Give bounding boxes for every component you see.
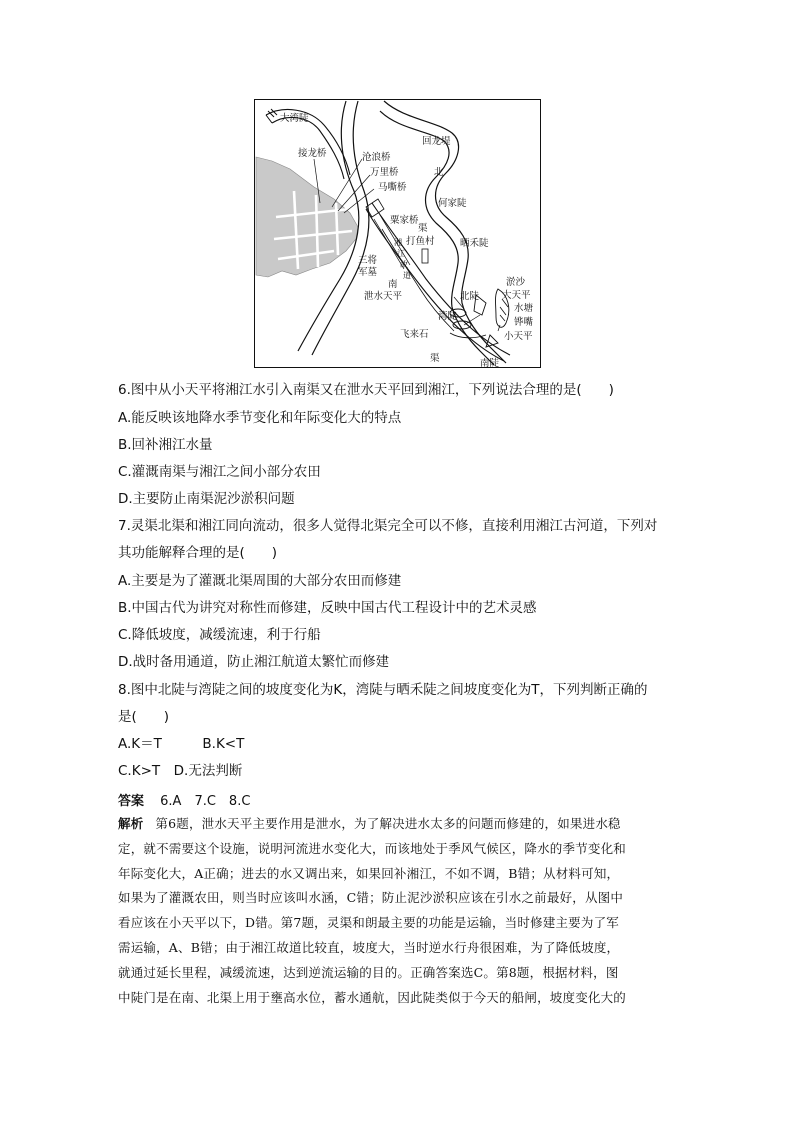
label-wanlu: 湾陡 [438, 311, 458, 322]
label-dayucun: 打鱼村 [406, 236, 435, 247]
explanation-label: 解析 [118, 816, 144, 831]
label-sanjiang: 三将 [358, 255, 378, 266]
explanation-line-6: 需运输，A、B错；由于湘江故道比较直，坡度大，当时逆水行舟很困难，为了降低坡度， [118, 939, 620, 955]
label-qu-north: 渠 [418, 223, 428, 234]
label-huazui: 铧嘴 [514, 317, 534, 328]
label-huilongdi: 回龙堤 [422, 136, 451, 147]
label-feilaishi: 飞来石 [400, 329, 429, 340]
explanation-line-7: 就通过延长里程，减缓流速，达到逆流运输的目的。正确答案选C。第8题，根据材料，图 [118, 964, 619, 980]
label-dao: 道 [403, 271, 411, 280]
answer-line [118, 790, 250, 809]
label-bei: 北 [434, 167, 444, 178]
label-masiqiao: 马嘶桥 [378, 182, 407, 193]
q7-option-c: C.降低坡度，减缓流速，利于行船 [118, 627, 321, 643]
label-dawanlu: 大湾陡 [280, 113, 309, 124]
label-shaihelu: 晒禾陡 [460, 238, 489, 249]
q7-stem-line1: 7.灵渠北渠和湘江同向流动，很多人觉得北渠完全可以不修，直接利用湘江古河道，下列对 [118, 518, 658, 534]
answer-text: 6.A 7.C 8.C [160, 794, 251, 809]
explanation-line-4: 如果为了灌溉农田，则当时应该叫水涵，C错；防止泥沙淤积应该在引水之前最好，从图中 [118, 890, 624, 906]
explanation-line-3: 年际变化大，A正确；进去的水又调出来，如果回补湘江，不如不调，B错；从材料可知， [118, 865, 620, 881]
q8-stem-line2: 是( ) [118, 709, 170, 725]
q8-options-cd: C.K>T D.无法判断 [118, 763, 243, 779]
q6-option-b: B.回补湘江水量 [118, 437, 213, 453]
label-junmu: 军墓 [358, 267, 378, 278]
label-xiang: 湘 [394, 238, 402, 247]
label-datianping: 大天平 [502, 290, 531, 301]
label-hejialu: 何家陡 [438, 198, 467, 209]
label-xieshui: 泄水天平 [364, 291, 403, 302]
label-nanlu: 南陡 [480, 358, 500, 368]
explanation-line-1: 解析 第6题，泄水天平主要作用是泄水，为了解决进水太多的问题而修建的，如果进水稳 [118, 816, 621, 831]
label-jielongqiao: 接龙桥 [298, 148, 327, 159]
explanation-line-5: 看应该在小天平以下，D错。第7题，灵渠和朗最主要的功能是运输，当时修建主要为了军 [118, 915, 619, 931]
q7-option-b: B.中国古代为讲究对称性而修建，反映中国古代工程设计中的艺术灵感 [118, 600, 537, 616]
label-qu-south: 渠 [430, 353, 440, 364]
label-sujiaqiao: 粟家桥 [390, 215, 419, 226]
label-beilu: 北陡 [460, 291, 480, 302]
label-wanliqiao: 万里桥 [370, 167, 399, 178]
q6-stem: 6.图中从小天平将湘江水引入南渠又在泄水天平回到湘江，下列说法合理的是( ) [118, 382, 614, 398]
explanation-line-2: 定，就不需要这个设施，说明河流进水变化大，而该地处于季风气候区，降水的季节变化和 [118, 840, 627, 856]
q6-option-d: D.主要防止南渠泥沙淤积问题 [118, 491, 295, 507]
q6-option-a: A.能反映该地降水季节变化和年际变化大的特点 [118, 410, 402, 426]
answer-label: 答案 [118, 794, 145, 809]
label-canglangqiao: 沧浪桥 [362, 152, 391, 163]
q7-option-d: D.战时备用通道，防止湘江航道太繁忙而修建 [118, 654, 390, 670]
label-xiaotianping: 小天平 [504, 331, 533, 342]
label-shuitang: 水塘 [514, 303, 534, 314]
explanation-block [118, 812, 678, 1010]
label-nan: 南 [388, 279, 398, 290]
q7-stem-line2: 其功能解释合理的是( ) [118, 545, 278, 561]
q7-option-a: A.主要是为了灌溉北渠周围的大部分农田而修建 [118, 573, 402, 589]
q8-options-ab: A.K＝T B.K<T [118, 736, 245, 752]
label-jiang: 江 [397, 249, 405, 258]
label-yusha: 淤沙 [506, 277, 526, 288]
map-drawing [254, 99, 541, 368]
q6-option-c: C.灌溉南渠与湘江之间小部分农田 [118, 464, 321, 480]
canal-map [254, 99, 541, 368]
label-gu: 故 [400, 260, 408, 269]
q8-stem-line1: 8.图中北陡与湾陡之间的坡度变化为K，湾陡与晒禾陡之间坡度变化为T，下列判断正确的 [118, 682, 648, 698]
explanation-line-8: 中陡门是在南、北渠上用于壅高水位，蓄水通航，因此陡类似于今天的船闸，坡度变化大的 [118, 989, 627, 1005]
